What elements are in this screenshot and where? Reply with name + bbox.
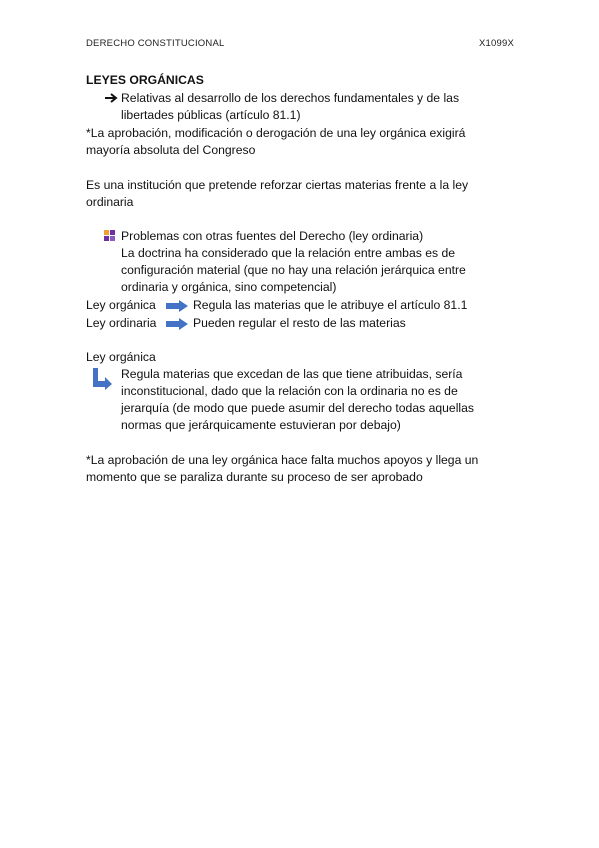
- header-left: DERECHO CONSTITUCIONAL: [86, 38, 225, 49]
- colored-diamond-bullet-icon: [103, 229, 116, 247]
- blue-bent-arrow-icon: [93, 368, 113, 395]
- paragraph-line: La doctrina ha considerado que la relación entre ambas es de: [121, 246, 456, 260]
- paragraph-line: inconstitucional, dado que la relación con la ordinaria no es de: [121, 384, 458, 398]
- row-text: Regula las materias que le atribuye el artículo 81.1: [193, 298, 468, 312]
- bullet-line: Relativas al desarrollo de los derechos fundamentales y de las: [121, 91, 460, 105]
- paragraph-line: normas que jerárquicamente estuvieran por debajo): [121, 418, 401, 432]
- row-label: Ley orgánica: [86, 298, 156, 312]
- header-right: X1099X: [479, 38, 515, 49]
- paragraph-line: Es una institución que pretende reforzar ciertas materias frente a la ley: [86, 178, 469, 192]
- section-title-leyes-organicas: LEYES ORGÁNICAS: [86, 73, 204, 87]
- row-text: Pueden regular el resto de las materias: [193, 316, 406, 330]
- bullet-line: Problemas con otras fuentes del Derecho (ley ordinaria): [121, 229, 424, 243]
- paragraph-line: jerarquía (de modo que puede asumir del derecho todas aquellas: [121, 401, 474, 415]
- note-line: mayoría absoluta del Congreso: [86, 143, 256, 157]
- paragraph-line: ordinaria y orgánica, sino competencial): [121, 280, 337, 294]
- note-line: momento que se paraliza durante su proceso de ser aprobado: [86, 470, 423, 484]
- note-line: *La aprobación de una ley orgánica hace falta muchos apoyos y llega un: [86, 453, 479, 467]
- paragraph-line: Regula materias que excedan de las que tiene atribuidas, sería: [121, 367, 463, 381]
- blue-block-arrow-icon: [166, 317, 188, 335]
- bullet-line: libertades públicas (artículo 81.1): [121, 108, 301, 122]
- paragraph-line: ordinaria: [86, 195, 134, 209]
- row-label: Ley ordinaria: [86, 316, 157, 330]
- blue-block-arrow-icon: [166, 299, 188, 317]
- right-arrow-icon: [104, 91, 118, 109]
- section-title-ley-organica: Ley orgánica: [86, 350, 156, 364]
- paragraph-line: configuración material (que no hay una relación jerárquica entre: [121, 263, 466, 277]
- note-line: *La aprobación, modificación o derogación de una ley orgánica exigirá: [86, 126, 466, 140]
